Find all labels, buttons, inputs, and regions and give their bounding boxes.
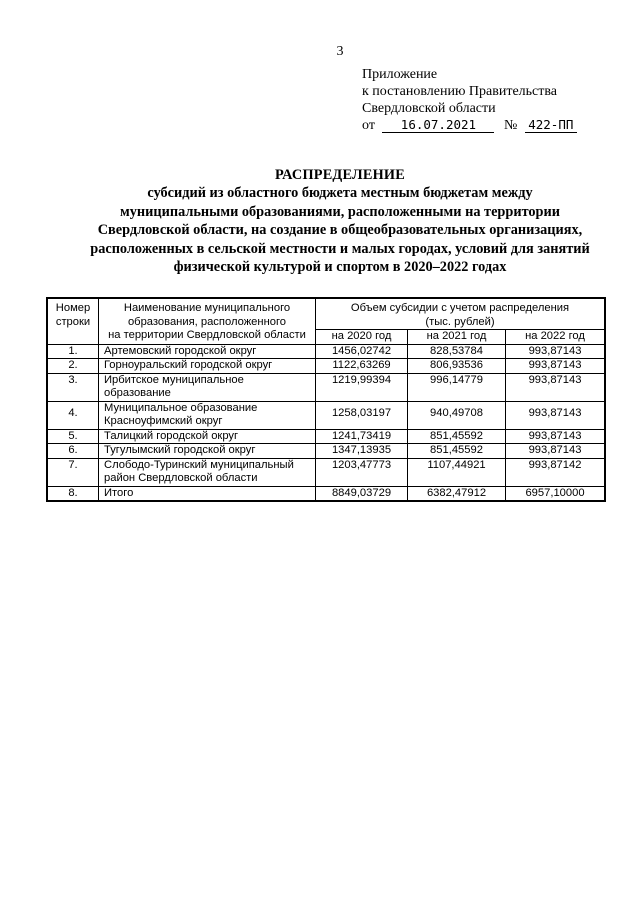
- value-2022: 6957,10000: [506, 486, 605, 501]
- title-line-1: РАСПРЕДЕЛЕНИЕ: [275, 167, 405, 183]
- table-row: [48, 373, 605, 401]
- title-line-3: муниципальными образованиями, расположенными на территории: [120, 203, 560, 220]
- header-year-2022: на 2022 год: [506, 330, 605, 345]
- title-line-2: субсидий из областного бюджета местным бюджетам между: [147, 185, 533, 202]
- municipality-name-text: Муниципальное образование Красноуфимский округ: [104, 401, 258, 427]
- document-title: [40, 166, 640, 276]
- resolution-date: 16.07.2021: [382, 117, 494, 133]
- header-subsidy-volume-line-2: (тыс. рублей): [425, 315, 495, 328]
- municipality-name: Артемовский городской округ: [99, 344, 316, 359]
- value-2022: 993,87143: [506, 401, 605, 429]
- value-2020: 1456,02742: [316, 344, 408, 359]
- row-number: 2.: [48, 359, 99, 374]
- page-number: 3: [336, 44, 344, 59]
- header-municipality-line-3: на территории Свердловской области: [108, 329, 306, 341]
- resolution-number: 422-ПП: [525, 117, 577, 133]
- header-subsidy-volume: [316, 299, 605, 330]
- value-2021: 806,93536: [408, 359, 506, 374]
- number-prefix: №: [503, 118, 518, 133]
- header-subsidy-volume-line-1: Объем субсидии с учетом распределения: [350, 302, 570, 314]
- row-number: 8.: [48, 486, 99, 501]
- appendix-line-3: Свердловской области: [362, 101, 496, 116]
- title-line-5: расположенных в сельской местности и малых городах, условий для занятий: [90, 240, 590, 257]
- row-number: 4.: [48, 401, 99, 429]
- value-2020: 1347,13935: [316, 444, 408, 459]
- value-2020: 1241,73419: [316, 429, 408, 444]
- municipality-name-text: Ирбитское муниципальное образование: [104, 373, 244, 399]
- value-2022: 993,87142: [506, 458, 605, 486]
- header-municipality-line-2: образования, расположенного: [127, 315, 287, 328]
- value-2022: 993,87143: [506, 444, 605, 459]
- municipality-name: Тугулымский городской округ: [99, 444, 316, 459]
- value-2022: 993,87143: [506, 373, 605, 401]
- header-year-2020: на 2020 год: [316, 330, 408, 345]
- header-row-number: [48, 299, 99, 345]
- date-prefix: от: [362, 118, 375, 133]
- row-number: 7.: [48, 458, 99, 486]
- header-row-number-line-2: строки: [55, 315, 91, 328]
- value-2021: 851,45592: [408, 429, 506, 444]
- value-2021: 996,14779: [408, 373, 506, 401]
- table-row: [48, 401, 605, 429]
- value-2020: 8849,03729: [316, 486, 408, 501]
- table-total-row: [48, 486, 605, 501]
- appendix-block: [362, 66, 577, 134]
- municipality-name: [99, 373, 316, 401]
- subsidy-distribution-table: [47, 298, 605, 501]
- value-2021: 851,45592: [408, 444, 506, 459]
- value-2022: 993,87143: [506, 429, 605, 444]
- value-2020: 1122,63269: [316, 359, 408, 374]
- municipality-name: Талицкий городской округ: [99, 429, 316, 444]
- value-2021: 828,53784: [408, 344, 506, 359]
- row-number: 6.: [48, 444, 99, 459]
- row-number: 3.: [48, 373, 99, 401]
- header-municipality: [99, 299, 316, 345]
- value-2021: 940,49708: [408, 401, 506, 429]
- appendix-date-line: [362, 117, 577, 134]
- row-number: 5.: [48, 429, 99, 444]
- value-2020: 1258,03197: [316, 401, 408, 429]
- municipality-name: Горноуральский городской округ: [99, 359, 316, 374]
- value-2020: 1219,99394: [316, 373, 408, 401]
- appendix-line-1: Приложение: [362, 67, 438, 82]
- municipality-name: Слободо-Туринский муниципальный район Свердловской области: [99, 458, 316, 486]
- header-row-number-line-1: Номер: [55, 302, 91, 314]
- value-2022: 993,87143: [506, 359, 605, 374]
- municipality-name: Итого: [99, 486, 316, 501]
- row-number: 1.: [48, 344, 99, 359]
- municipality-name: [99, 401, 316, 429]
- title-line-4: Свердловской области, на создание в общеобразовательных организациях,: [97, 222, 583, 239]
- header-municipality-line-1: Наименование муниципального: [123, 302, 291, 314]
- header-year-2021: на 2021 год: [408, 330, 506, 345]
- appendix-line-2: к постановлению Правительства: [362, 84, 558, 99]
- table-row: [48, 458, 605, 486]
- value-2022: 993,87143: [506, 344, 605, 359]
- table-row: [48, 429, 605, 444]
- value-2021: 6382,47912: [408, 486, 506, 501]
- title-line-6: физической культурой и спортом в 2020–2022 годах: [173, 259, 507, 276]
- value-2020: 1203,47773: [316, 458, 408, 486]
- table-row: [48, 344, 605, 359]
- table-header-row-1: [48, 299, 605, 330]
- table-row: [48, 444, 605, 459]
- value-2021: 1107,44921: [408, 458, 506, 486]
- table-row: [48, 359, 605, 374]
